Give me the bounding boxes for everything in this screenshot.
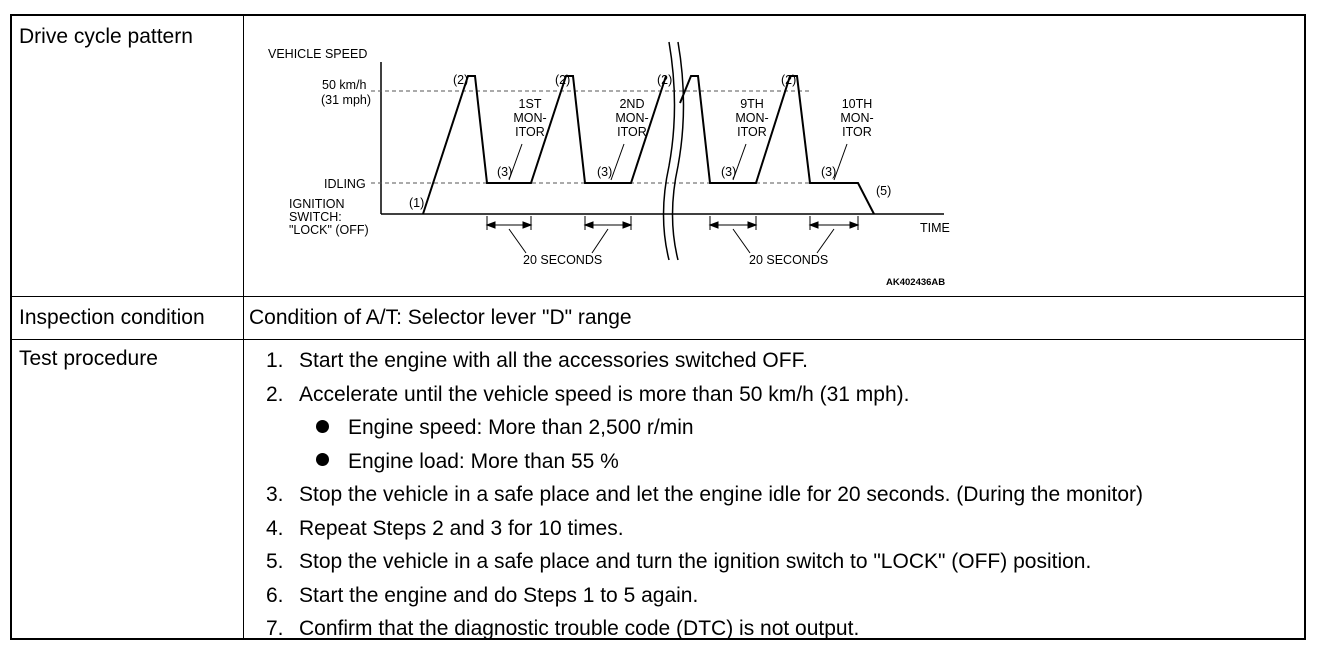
monitor-2-label [615,97,648,139]
step-number: 2. [266,382,284,406]
procedure-row [12,340,1304,638]
svg-text:MON-: MON- [513,111,547,125]
ignition-label-1: IGNITION [289,197,345,211]
procedure-step [266,612,1143,646]
step-text: Repeat Steps 2 and 3 for 10 times. [299,516,624,540]
svg-text:9TH: 9TH [740,97,764,111]
marker-3: (3) [821,165,837,179]
marker-2: (2) [555,73,571,87]
svg-text:ITOR: ITOR [842,125,872,139]
break-mark-right [673,42,684,260]
step-number: 6. [266,583,284,607]
figure-code: AK402436AB [886,277,946,288]
inspection-row [12,297,1304,340]
drive-cycle-label: Drive cycle pattern [19,25,193,48]
svg-text:10TH: 10TH [841,97,873,111]
step-text: Confirm that the diagnostic trouble code (DTC) is not output. [299,617,860,640]
idling-label: IDLING [324,177,366,191]
procedure-step [266,579,1143,613]
drive-cycle-diagram [244,16,1304,296]
monitor-9-label [735,97,768,139]
marker-2: (2) [657,73,673,87]
inspection-value: Condition of A/T: Selector lever "D" range [249,306,632,329]
step-number: 3. [266,483,284,506]
bullet-icon [316,453,329,466]
step-text: Stop the vehicle in a safe place and turn the ignition switch to "LOCK" (OFF) position. [299,550,1092,573]
svg-text:1ST: 1ST [518,97,542,111]
monitor-1-label [513,97,546,139]
marker-3: (3) [721,165,737,179]
marker-3: (3) [497,165,513,179]
step-number: 5. [266,550,284,573]
step-text: Start the engine with all the accessories switched OFF. [299,349,808,372]
marker-3: (3) [597,165,613,179]
procedure-step [266,512,1143,546]
inspection-label: Inspection condition [19,306,205,329]
marker-5: (5) [876,184,892,198]
svg-text:MON-: MON- [735,111,769,125]
marker-1: (1) [409,196,425,210]
monitor-10-label [840,97,873,139]
ignition-label-3: "LOCK" (OFF) [289,223,369,237]
svg-text:ITOR: ITOR [515,125,545,139]
bullet-icon [316,420,329,433]
drive-cycle-table [10,14,1306,640]
speed-mph-label: (31 mph) [321,93,372,107]
step-number: 1. [266,349,284,372]
svg-text:ITOR: ITOR [617,125,647,139]
twenty-seconds-label-a: 20 SECONDS [523,253,603,267]
procedure-steps [266,344,1143,646]
time-label: TIME [920,221,950,235]
ignition-label-2: SWITCH: [289,210,342,224]
speed-kmh-label: 50 km/h [322,78,367,92]
procedure-step [266,545,1143,579]
drive-cycle-row [12,16,1304,297]
svg-text:MON-: MON- [615,111,649,125]
procedure-step [266,478,1143,512]
step-text: Accelerate until the vehicle speed is more than 50 km/h (31 mph). [299,382,910,406]
marker-2: (2) [453,73,469,87]
procedure-label: Test procedure [19,347,158,370]
procedure-step [266,378,1143,412]
step-number: 7. [266,617,284,640]
step-number: 4. [266,516,284,540]
step-text: Start the engine and do Steps 1 to 5 again. [299,583,699,607]
procedure-bullet [266,411,1143,445]
step-text: Engine load: More than 55 % [348,449,619,473]
procedure-bullet [266,445,1143,479]
step-text: Engine speed: More than 2,500 r/min [348,416,694,439]
svg-text:ITOR: ITOR [737,125,767,139]
vehicle-speed-label: VEHICLE SPEED [268,47,368,61]
marker-2: (2) [781,73,797,87]
twenty-seconds-label-b: 20 SECONDS [749,253,829,267]
step-text: Stop the vehicle in a safe place and let the engine idle for 20 seconds. (During the monitor) [299,483,1144,506]
procedure-step [266,344,1143,378]
svg-text:MON-: MON- [840,111,874,125]
column-divider [243,16,244,638]
svg-text:2ND: 2ND [619,97,645,111]
